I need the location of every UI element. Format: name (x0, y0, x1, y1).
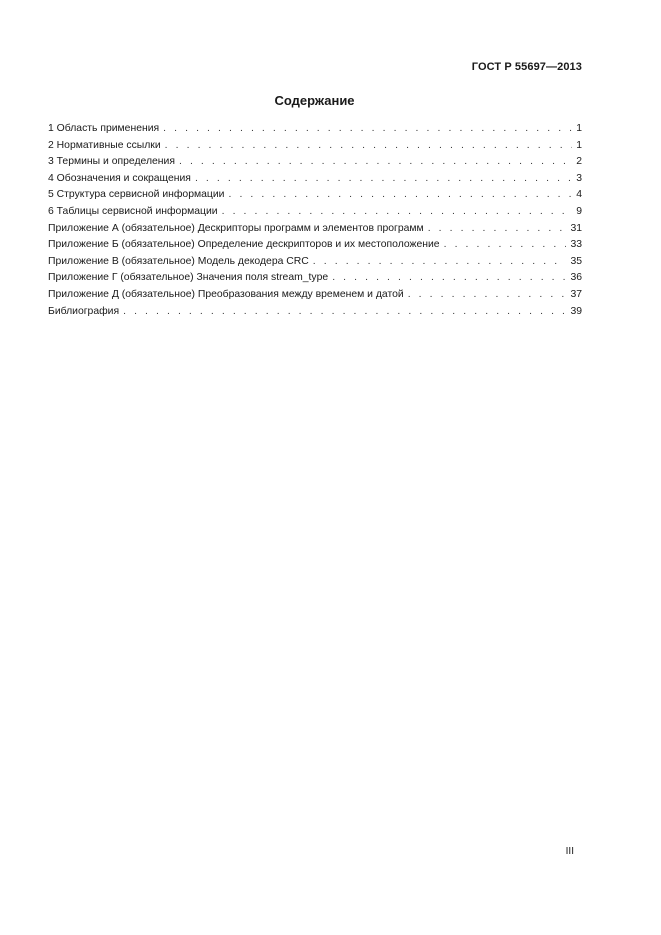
toc-entry-page: 35 (570, 255, 582, 267)
toc-entry-5[interactable] (48, 187, 582, 204)
toc-leader-dots (444, 237, 567, 254)
toc-entry-4[interactable] (48, 171, 582, 188)
toc-leader-dots (313, 254, 567, 271)
toc-entry-page: 37 (570, 288, 582, 300)
toc-entry-1[interactable] (48, 121, 582, 138)
toc-entry-page: 9 (576, 205, 582, 217)
table-of-contents (48, 121, 582, 320)
toc-entry-label: Приложение В (обязательное) Модель декодера CRC (48, 255, 309, 267)
toc-leader-dots (123, 304, 566, 321)
toc-leader-dots (428, 221, 567, 238)
toc-entry-appendix-g[interactable] (48, 270, 582, 287)
toc-leader-dots (195, 171, 572, 188)
toc-entry-page: 2 (576, 156, 582, 168)
toc-entry-3[interactable] (48, 154, 582, 171)
toc-leader-dots (332, 270, 566, 287)
toc-title: Содержание (274, 93, 355, 108)
document-code: ГОСТ Р 55697—2013 (471, 61, 582, 73)
toc-entry-page: 3 (576, 172, 582, 184)
toc-entry-6[interactable] (48, 204, 582, 221)
toc-leader-dots (408, 287, 567, 304)
toc-entry-page: 39 (570, 305, 582, 317)
toc-entry-page: 1 (576, 139, 582, 151)
toc-entry-label: 1 Область применения (48, 123, 160, 134)
toc-leader-dots (179, 154, 572, 171)
toc-entry-page: 31 (570, 222, 582, 234)
toc-entry-appendix-v[interactable] (48, 254, 582, 271)
toc-entry-label: 6 Таблицы сервисной информации (48, 205, 218, 217)
toc-entry-appendix-b[interactable] (48, 237, 582, 254)
toc-entry-label: Приложение Г (обязательное) Значения поля stream_type (48, 272, 329, 284)
toc-entry-label: 3 Термины и определения (48, 156, 175, 168)
toc-leader-dots (165, 138, 573, 155)
toc-entry-page: 4 (576, 189, 582, 201)
toc-leader-dots (222, 204, 573, 221)
toc-entry-page: 36 (570, 272, 582, 284)
toc-entry-label: Приложение Б (обязательное) Определение дескрипторов и их местоположение (48, 239, 440, 251)
toc-entry-label: 2 Нормативные ссылки (48, 139, 161, 151)
toc-entry-bibliography[interactable] (48, 304, 582, 321)
toc-leader-dots (228, 187, 572, 204)
toc-entry-page: 33 (570, 239, 582, 251)
toc-leader-dots (163, 121, 572, 138)
toc-entry-label: Библиография (48, 305, 120, 317)
toc-entry-2[interactable] (48, 138, 582, 155)
page-number: III (565, 846, 574, 857)
toc-entry-appendix-d[interactable] (48, 287, 582, 304)
toc-entry-label: 4 Обозначения и сокращения (48, 172, 191, 184)
toc-entry-page: 1 (576, 123, 582, 134)
toc-entry-appendix-a[interactable] (48, 221, 582, 238)
toc-entry-label: 5 Структура сервисной информации (48, 189, 225, 201)
toc-entry-label: Приложение Д (обязательное) Преобразования между временем и датой (48, 288, 404, 300)
toc-entry-label: Приложение А (обязательное) Дескрипторы программ и элементов программ (48, 222, 424, 234)
